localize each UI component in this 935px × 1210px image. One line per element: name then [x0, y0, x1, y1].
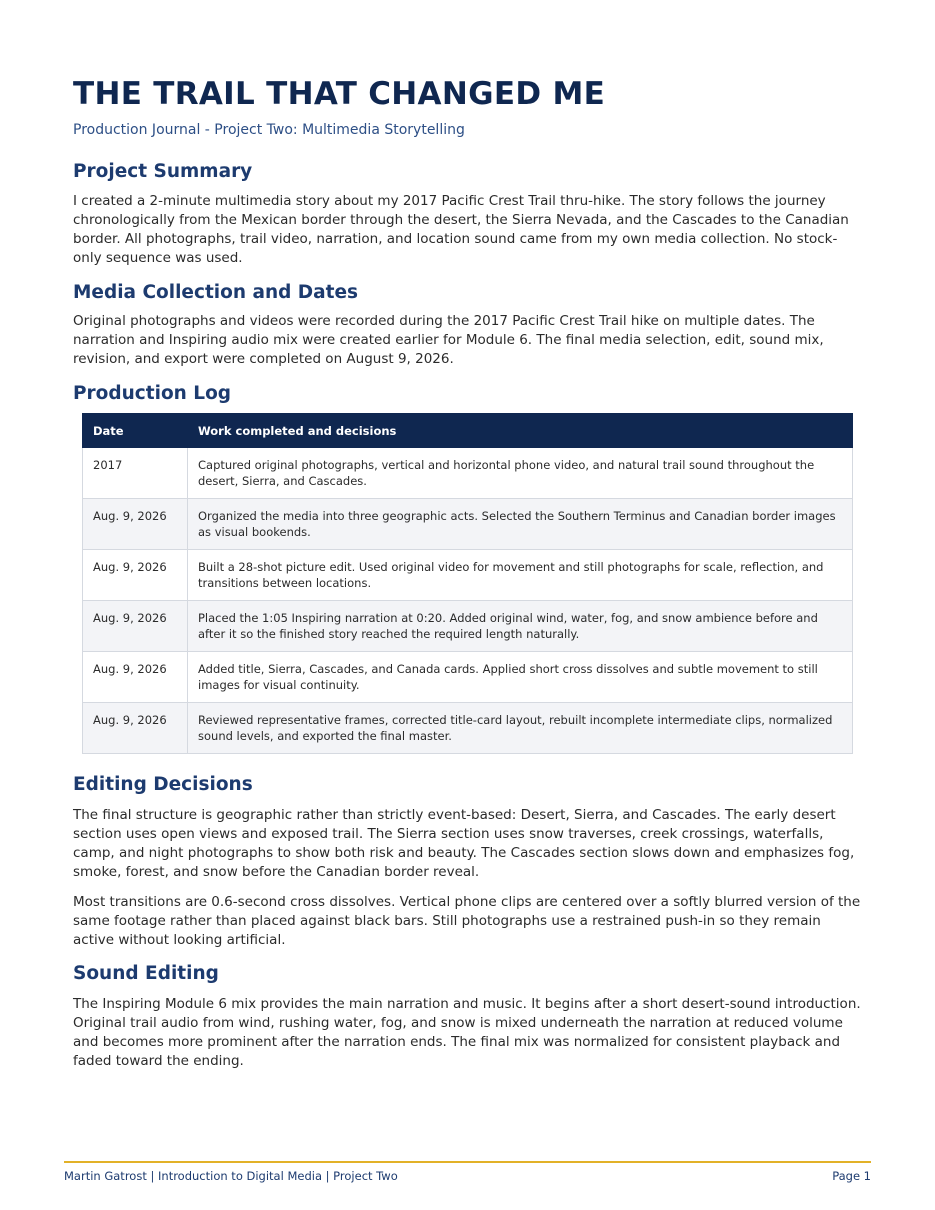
page-title: THE TRAIL THAT CHANGED ME	[73, 76, 606, 112]
column-header-date: Date	[83, 414, 188, 448]
row-date: 2017	[83, 448, 188, 499]
table-row	[83, 703, 853, 754]
table-row	[83, 499, 853, 550]
row-date: Aug. 9, 2026	[83, 601, 188, 652]
row-date: Aug. 9, 2026	[83, 703, 188, 754]
row-work: Built a 28-shot picture edit. Used original video for movement and still photographs for scale, reflection, and transitions between locations.	[188, 550, 853, 601]
footer-divider	[64, 1161, 871, 1163]
table-header-row	[83, 414, 853, 448]
row-work: Placed the 1:05 Inspiring narration at 0:20. Added original wind, water, fog, and snow ambience before and after it so the finished story reached the required length naturally.	[188, 601, 853, 652]
section-heading-sound: Sound Editing	[73, 963, 219, 984]
row-date: Aug. 9, 2026	[83, 499, 188, 550]
table-row	[83, 652, 853, 703]
row-work: Added title, Sierra, Cascades, and Canada cards. Applied short cross dissolves and subtle movement to still images for visual continuity.	[188, 652, 853, 703]
sound-paragraph: The Inspiring Module 6 mix provides the main narration and music. It begins after a short desert-sound introduction. Original trail audio from wind, rushing water, fog, and snow is mixed underneath the narration at reduced volume and becomes more prominent after the narration ends. The final mix was normalized for consistent playback and faded toward the ending.	[73, 996, 861, 1069]
section-heading-editing: Editing Decisions	[73, 774, 253, 795]
page-subtitle: Production Journal - Project Two: Multimedia Storytelling	[73, 122, 465, 138]
table-row	[83, 448, 853, 499]
footer-author-course: Martin Gatrost | Introduction to Digital Media | Project Two	[64, 1169, 398, 1183]
production-log-table	[82, 413, 853, 754]
row-date: Aug. 9, 2026	[83, 550, 188, 601]
editing-paragraph-1: The final structure is geographic rather than strictly event-based: Desert, Sierra, and Cascades. The early desert section uses open views and exposed trail. The Sierra section uses snow traverses, creek crossings, waterfalls, camp, and night photographs to show both risk and beauty. The Cascades section slows down and emphasizes fog, smoke, forest, and snow before the Canadian border reveal.	[73, 807, 855, 880]
editing-paragraph-2: Most transitions are 0.6-second cross dissolves. Vertical phone clips are centered over a softly blurred version of the same footage rather than placed against black bars. Still photographs use a restrained push-in so they remain active without looking artificial.	[73, 894, 861, 948]
row-work: Captured original photographs, vertical and horizontal phone video, and natural trail sound throughout the desert, Sierra, and Cascades.	[188, 448, 853, 499]
media-paragraph: Original photographs and videos were recorded during the 2017 Pacific Crest Trail hike on multiple dates. The narration and Inspiring audio mix were created earlier for Module 6. The final media selection, edit, sound mix, revision, and export were completed on August 9, 2026.	[73, 313, 824, 367]
column-header-work: Work completed and decisions	[188, 414, 853, 448]
row-work: Reviewed representative frames, corrected title-card layout, rebuilt incomplete intermediate clips, normalized sound levels, and exported the final master.	[188, 703, 853, 754]
summary-paragraph: I created a 2-minute multimedia story about my 2017 Pacific Crest Trail thru-hike. The story follows the journey chronologically from the Mexican border through the desert, the Sierra Nevada, and the Cascades to the Canadian border. All photographs, trail video, narration, and location sound came from my own media collection. No stock-only sequence was used.	[73, 193, 849, 266]
section-heading-media: Media Collection and Dates	[73, 282, 359, 303]
section-heading-log: Production Log	[73, 383, 232, 404]
footer-page-number: Page 1	[832, 1169, 871, 1183]
table-row	[83, 550, 853, 601]
row-date: Aug. 9, 2026	[83, 652, 188, 703]
row-work: Organized the media into three geographic acts. Selected the Southern Terminus and Canadian border images as visual bookends.	[188, 499, 853, 550]
table-row	[83, 601, 853, 652]
section-heading-summary: Project Summary	[73, 161, 253, 182]
